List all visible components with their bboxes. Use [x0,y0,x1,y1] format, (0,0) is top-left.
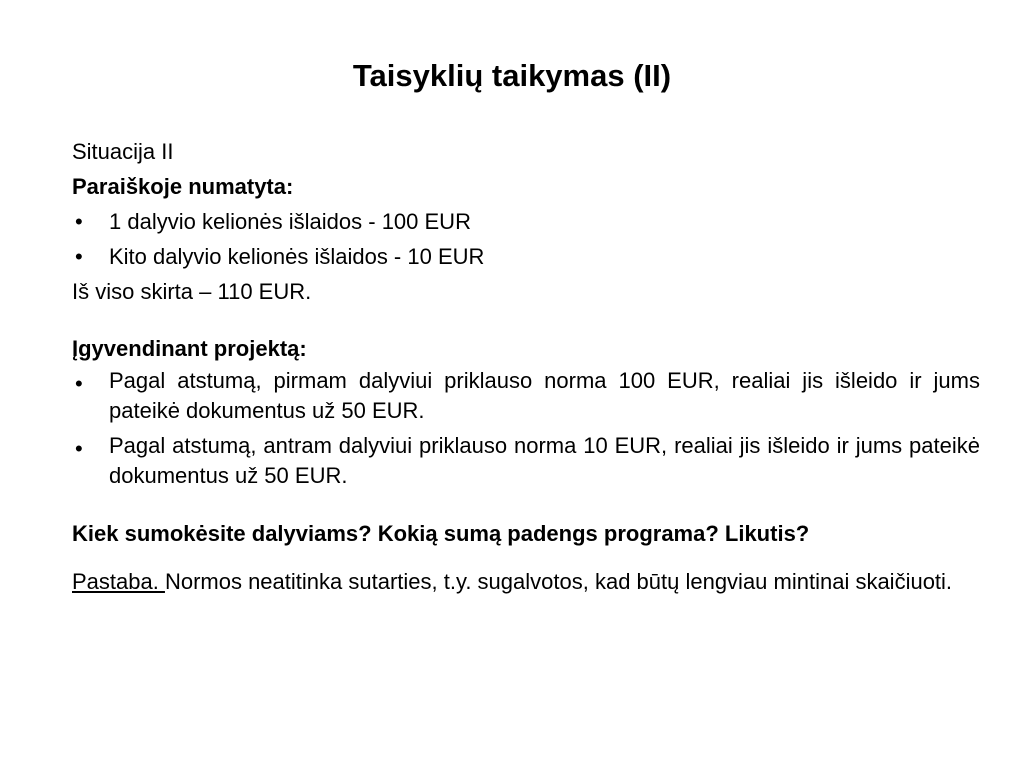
slide-title: Taisyklių taikymas (II) [352,58,672,93]
bullet-icon: • [75,209,83,234]
bullet-icon: • [75,371,83,396]
planned-item: • 1 dalyvio kelionės išlaidos - 100 EUR [72,204,980,239]
implementation-item: • Pagal atstumą, antram dalyviui priklauso norma 10 EUR, realiai jis išleido ir jums pateikė dokumentus už 50 EUR. [75,433,980,488]
planned-heading: Paraiškoje numatyta: [72,174,294,199]
bullet-icon: • [75,244,83,269]
bullet-icon: • [75,436,83,461]
planned-item: • Kito dalyvio kelionės išlaidos - 10 EUR [72,239,980,274]
note-text: Normos neatitinka sutarties, t.y. sugalvotos, kad būtų lengviau mintinai skaičiuoti. [164,569,953,594]
total-line: Iš viso skirta – 110 EUR. [72,279,312,304]
slide-content [72,134,980,597]
situation-label: Situacija II [72,139,174,164]
note [72,567,980,597]
note-label: Pastaba. [72,569,165,594]
question-line: Kiek sumokėsite dalyviams? Kokią sumą padengs programa? Likutis? [72,521,810,546]
implementation-heading: Įgyvendinant projektą: [72,336,307,361]
implementation-item: • Pagal atstumą, pirmam dalyviui priklauso norma 100 EUR, realiai jis išleido ir jums pateikė dokumentus už 50 EUR. [75,368,980,423]
